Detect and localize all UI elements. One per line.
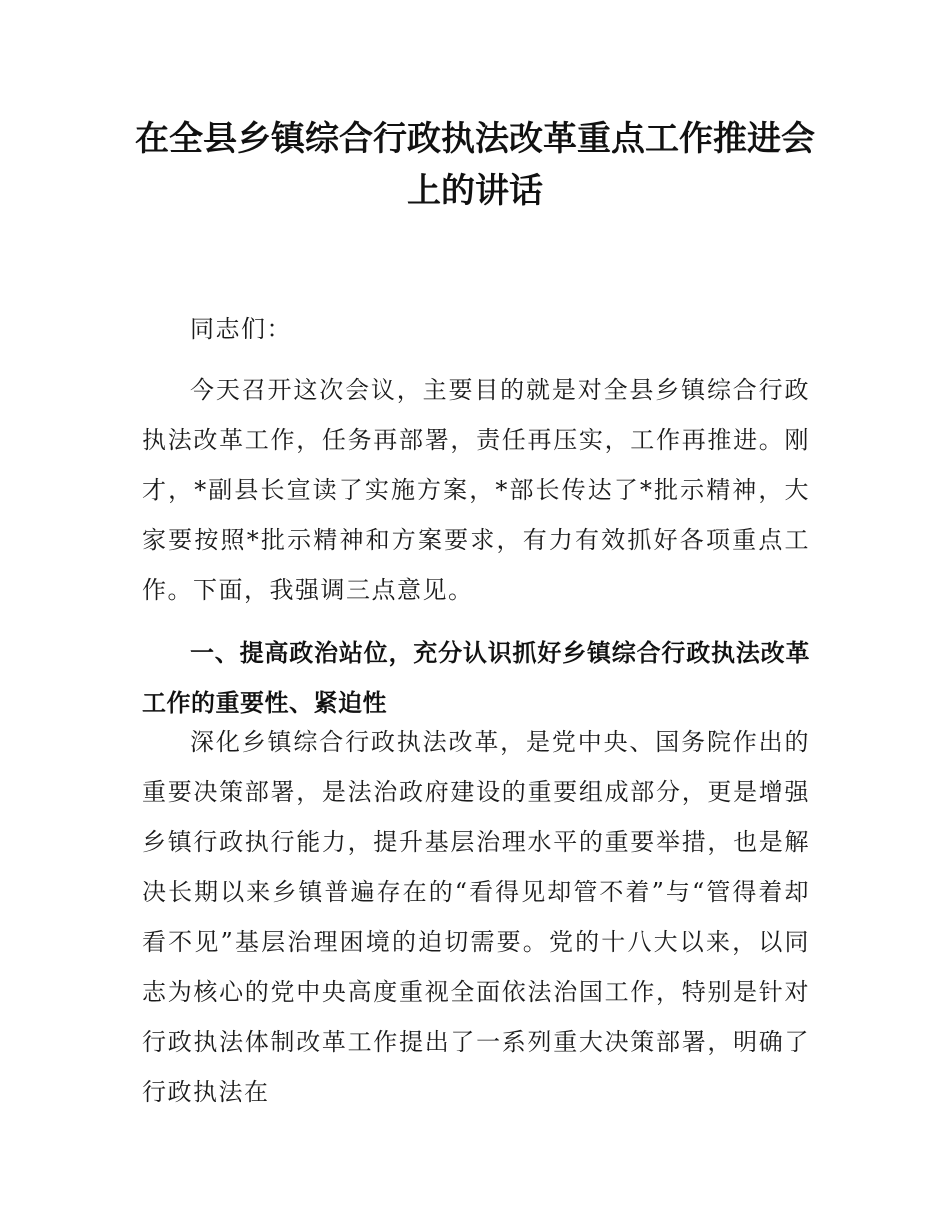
greeting: 同志们： [190,315,292,343]
document-title: 在全县乡镇综合行政执法改革重点工作推进会上的讲话 [135,119,815,211]
paragraph-section-1: 深化乡镇综合行政执法改革，是党中央、国务院作出的重要决策部署，是法治政府建设的重要组成部分，更是增强乡镇行政执行能力，提升基层治理水平的重要举措，也是解决长期以来乡镇普遍存在的“看得见却管不着”与“管得着却看不见”基层治理困境的迫切需要。党的十八大以来，以同志为核心的党中央高度重视全面依法治国工作，特别是针对行政执法体制改革工作提出了一系列重大决策部署，明确了行政执法在 [142,728,810,1106]
paragraph-intro: 今天召开这次会议，主要目的就是对全县乡镇综合行政执法改革工作，任务再部署，责任再压实，工作再推进。刚才，*副县长宣读了实施方案，*部长传达了*批示精神，大家要按照*批示精神和方案要求，有力有效抓好各项重点工作。下面，我强调三点意见。 [142,376,810,604]
section-heading-1: 一、提高政治站位，充分认识抓好乡镇综合行政执法改革工作的重要性、紧迫性 [142,639,810,717]
